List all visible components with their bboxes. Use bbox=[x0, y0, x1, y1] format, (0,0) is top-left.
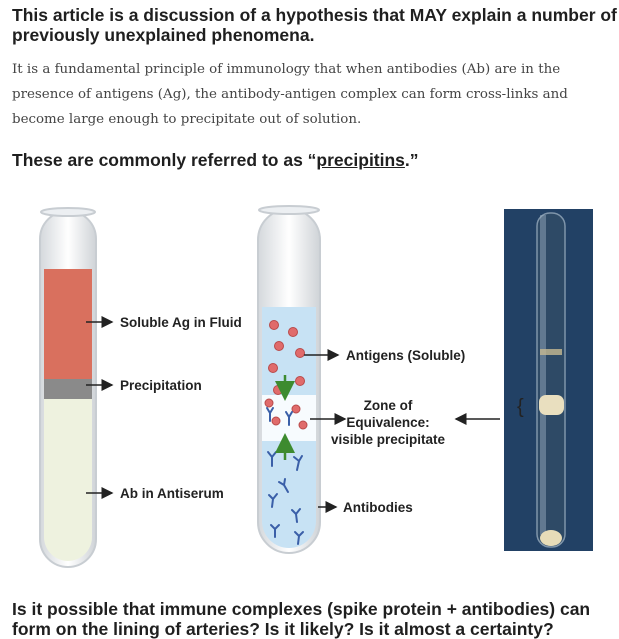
soluble-antigen-layer bbox=[44, 269, 92, 379]
photo-precipitate-band bbox=[539, 395, 564, 415]
antigen-dot bbox=[274, 386, 283, 395]
label-ab-antiserum: Ab in Antiserum bbox=[120, 486, 224, 501]
precipitin-tube-photo bbox=[504, 209, 593, 551]
label-visible-precipitate: visible precipitate bbox=[330, 432, 446, 447]
antigen-dot bbox=[275, 342, 284, 351]
precipitation-band bbox=[44, 379, 92, 399]
antigen-dot bbox=[269, 364, 278, 373]
label-precipitation: Precipitation bbox=[120, 378, 202, 393]
antigen-dot bbox=[265, 399, 273, 407]
test-tube-1 bbox=[40, 208, 96, 567]
precipitins-link[interactable]: precipitins bbox=[316, 150, 405, 170]
article-headline: This article is a discussion of a hypothesis that MAY explain a number of previously unexplained phenomena. bbox=[12, 5, 617, 45]
antigen-dot bbox=[296, 349, 305, 358]
precipitin-figure bbox=[0, 195, 619, 575]
label-antigens-soluble: Antigens (Soluble) bbox=[346, 348, 466, 363]
label-soluble-ag: Soluble Ag in Fluid bbox=[120, 315, 242, 330]
subhead-prefix: These are commonly referred to as “ bbox=[12, 150, 317, 170]
antigen-dot bbox=[272, 417, 280, 425]
antigen-dot bbox=[296, 377, 305, 386]
label-zone-of: Zone of bbox=[363, 398, 413, 413]
label-antibodies: Antibodies bbox=[343, 500, 413, 515]
subhead-suffix: .” bbox=[404, 150, 419, 170]
antigen-dot bbox=[299, 421, 307, 429]
photo-bracket: { bbox=[517, 396, 524, 418]
precipitins-subhead bbox=[12, 150, 612, 170]
antigen-dot bbox=[270, 321, 279, 330]
antigen-dot bbox=[292, 405, 300, 413]
antiserum-layer bbox=[44, 399, 92, 561]
antigen-dot bbox=[289, 328, 298, 337]
intro-paragraph: It is a fundamental principle of immunology that when antibodies (Ab) are in the presence of antigens (Ag), the antibody-antigen complex can form cross-links and become large enough to precipitate out of solution. bbox=[12, 62, 568, 128]
closing-question: Is it possible that immune complexes (spike protein + antibodies) can form on the lining of arteries? Is it likely? Is it almost a certainty? bbox=[12, 599, 591, 639]
label-equivalence: Equivalence: bbox=[346, 415, 430, 430]
test-tube-2 bbox=[258, 206, 320, 553]
